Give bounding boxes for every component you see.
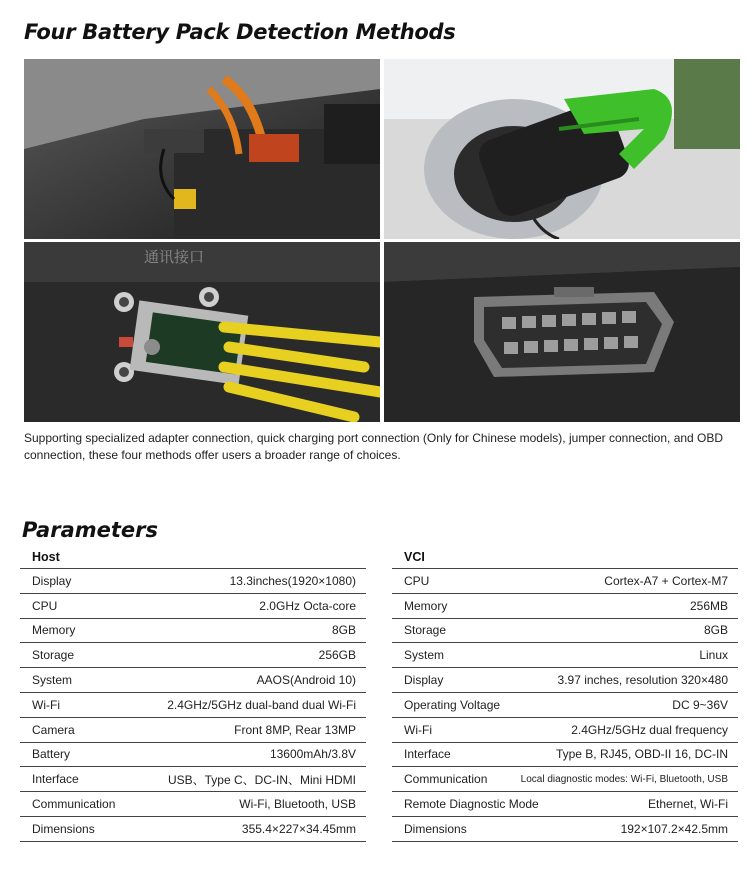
table-row [392,619,738,644]
spec-label: Storage [32,648,75,663]
spec-label: Wi-Fi [32,697,60,712]
page-title: Four Battery Pack Detection Methods [24,20,456,44]
spec-label: Dimensions [404,821,467,836]
spec-value: 256GB [318,648,356,663]
spec-value: 2.4GHz/5GHz dual frequency [571,722,728,737]
table-row [20,668,366,693]
host-spec-title: Host [20,545,366,569]
spec-label: Camera [32,722,75,737]
spec-value: 256MB [689,598,728,613]
table-row [20,792,366,817]
spec-value: 8GB [331,623,356,638]
table-row [20,718,366,743]
spec-label: Dimensions [32,821,95,836]
spec-value: 2.4GHz/5GHz dual-band dual Wi-Fi [167,697,356,712]
spec-value: 2.0GHz Octa-core [259,598,356,613]
table-row [20,643,366,668]
spec-value: 3.97 inches, resolution 320×480 [557,673,728,688]
spec-label: Communication [404,772,488,787]
spec-value: Ethernet, Wi-Fi [647,797,728,812]
spec-label: System [404,648,445,663]
spec-label: Storage [404,623,447,638]
spec-value: 8GB [703,623,728,638]
table-row [392,767,738,792]
table-row [20,594,366,619]
battery-adapter-connection-photo [24,59,380,239]
table-row [20,619,366,644]
spec-value: Local diagnostic modes: Wi-Fi, Bluetooth, USB [520,773,728,785]
spec-value: Front 8MP, Rear 13MP [234,722,356,737]
spec-label: System [32,673,73,688]
spec-value: 192×107.2×42.5mm [620,821,728,836]
detection-methods-photo-grid [24,59,740,422]
spec-label: Memory [404,598,448,613]
spec-label: Battery [32,747,71,762]
quick-charging-port-connection-photo [384,59,740,239]
spec-value: 355.4×227×34.45mm [241,821,356,836]
spec-label: Communication [32,797,116,812]
table-row [20,693,366,718]
spec-value: Type B, RJ45, OBD-II 16, DC-IN [555,747,728,762]
obd-connection-photo [384,242,740,422]
table-row [392,668,738,693]
detection-methods-caption: Supporting specialized adapter connection, quick charging port connection (Only for Chinese models), jumper connection, and OBD connection, these four methods offer users a broader range of choices. [24,431,724,462]
table-row [392,693,738,718]
spec-label: CPU [32,598,58,613]
parameters-title: Parameters [22,518,159,542]
spec-label: Memory [32,623,76,638]
spec-label: Operating Voltage [404,697,501,712]
table-row [20,743,366,768]
jumper-connection-photo [24,242,380,422]
table-row [392,743,738,768]
spec-value: Cortex-A7 + Cortex-M7 [604,573,728,588]
spec-label: Wi-Fi [404,722,432,737]
spec-label: Interface [32,772,79,787]
spec-value: Linux [699,648,728,663]
table-row [392,643,738,668]
spec-value: AAOS(Android 10) [256,673,356,688]
spec-value: USB、Type C、DC-IN、Mini HDMI [167,772,356,787]
table-row [392,718,738,743]
spec-label: CPU [404,573,430,588]
table-row [20,569,366,594]
spec-label: Display [32,573,72,588]
table-row [392,569,738,594]
spec-label: Interface [404,747,451,762]
spec-value: Wi-Fi, Bluetooth, USB [239,797,356,812]
table-row [392,792,738,817]
table-row [20,817,366,842]
table-row [392,594,738,619]
vci-spec-title: VCI [392,545,738,569]
spec-value: DC 9~36V [672,697,728,712]
table-row [392,817,738,842]
table-row [20,767,366,792]
spec-label: Display [404,673,444,688]
spec-value: 13600mAh/3.8V [269,747,356,762]
vci-spec-table [392,545,738,842]
spec-label: Remote Diagnostic Mode [404,797,539,812]
host-spec-table [20,545,366,842]
spec-value: 13.3inches(1920×1080) [229,573,356,588]
photo-overlay-text: 通讯接口 [144,248,205,266]
